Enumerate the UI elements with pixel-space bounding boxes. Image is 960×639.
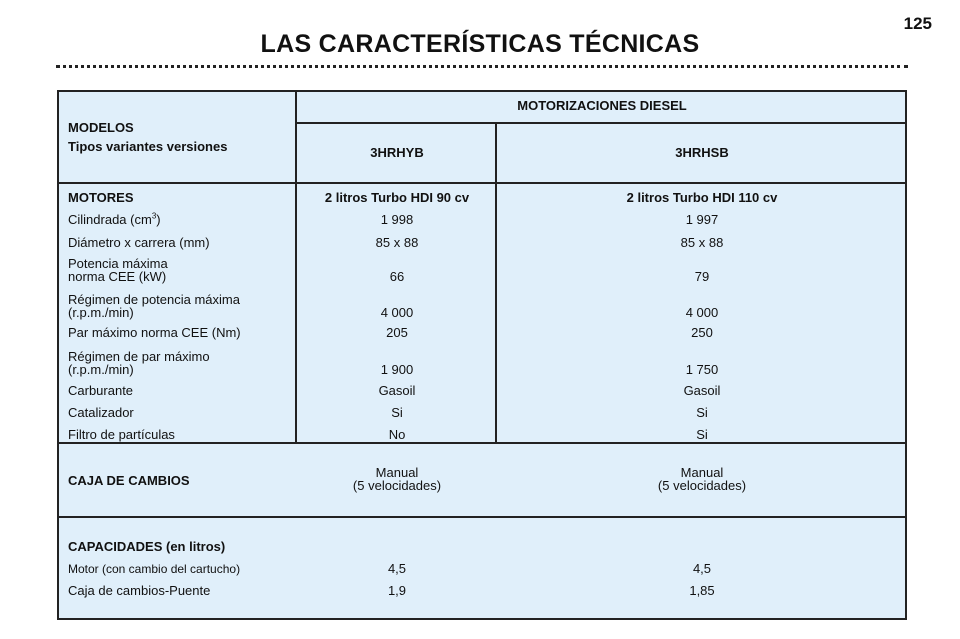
row-torque-rpm-label-line1: Régimen de par máximo (68, 349, 210, 364)
gearbox-col1-line1: Manual (375, 465, 419, 480)
engine-col2: 2 litros Turbo HDI 110 cv (626, 190, 778, 205)
header-variants-label: Tipos variantes versiones (68, 139, 228, 154)
gearbox-col1-line2: (5 velocidades) (352, 478, 442, 493)
section-rule-engines (59, 182, 907, 184)
capacities-section-label: CAPACIDADES (en litros) (68, 539, 226, 554)
row-gearbox-oil-label: Caja de cambios-Puente (68, 583, 211, 598)
row-engine-oil-col2: 4,5 (692, 561, 712, 576)
row-particle-filter-label: Filtro de partículas (68, 427, 175, 442)
row-bore-stroke-label: Diámetro x carrera (mm) (68, 235, 210, 250)
row-power-label-line2: norma CEE (kW) (68, 269, 167, 284)
row-particle-filter-col2: Si (696, 427, 708, 442)
row-gearbox-oil-col1: 1,9 (387, 583, 407, 598)
row-torque-col2: 250 (691, 325, 713, 340)
header-rule (295, 122, 907, 124)
row-displacement-col2: 1 997 (685, 212, 719, 227)
section-rule-capacities (59, 516, 907, 518)
row-torque-rpm-col1: 1 900 (380, 362, 414, 377)
row-power-rpm-col2: 4 000 (685, 305, 719, 320)
row-catalyst-label: Catalizador (68, 405, 134, 420)
row-catalyst-col1: Si (391, 405, 403, 420)
header-group-label: MOTORIZACIONES DIESEL (517, 98, 687, 113)
row-torque-rpm-col2: 1 750 (685, 362, 719, 377)
row-bore-stroke-col1: 85 x 88 (375, 235, 419, 250)
header-col2: 3HRHSB (675, 145, 729, 160)
row-torque-rpm-label-line2: (r.p.m./min) (68, 362, 134, 377)
gearbox-col2-line2: (5 velocidades) (657, 478, 747, 493)
row-power-col1: 66 (389, 269, 405, 284)
engines-section-label: MOTORES (68, 190, 134, 205)
row-power-rpm-col1: 4 000 (380, 305, 414, 320)
row-fuel-col1: Gasoil (378, 383, 416, 398)
row-power-rpm-label-line1: Régimen de potencia máxima (68, 292, 240, 307)
row-displacement-col1: 1 998 (380, 212, 414, 227)
row-displacement-label: Cilindrada $(cm^3)$ (68, 211, 161, 227)
row-engine-oil-label: Motor (con cambio del cartucho) (68, 562, 241, 576)
row-catalyst-col2: Si (696, 405, 708, 420)
engine-col1: 2 litros Turbo HDI 90 cv (324, 190, 470, 205)
gearbox-col2-line1: Manual (680, 465, 724, 480)
row-particle-filter-col1: No (388, 427, 406, 442)
header-col1: 3HRHYB (370, 145, 424, 160)
row-power-col2: 79 (694, 269, 710, 284)
row-bore-stroke-col2: 85 x 88 (680, 235, 724, 250)
row-torque-col1: 205 (386, 325, 408, 340)
row-power-label-line1: Potencia máxima (68, 256, 168, 271)
row-torque-label: Par máximo norma CEE (Nm) (68, 325, 241, 340)
section-rule-gearbox (59, 442, 907, 444)
spec-table (57, 90, 907, 620)
header-models-label: MODELOS (68, 120, 134, 135)
page-title: LAS CARACTERÍSTICAS TÉCNICAS (260, 30, 700, 58)
column-divider-left (295, 92, 297, 442)
gearbox-section-label: CAJA DE CAMBIOS (68, 473, 190, 488)
row-fuel-col2: Gasoil (683, 383, 721, 398)
row-engine-oil-col1: 4,5 (387, 561, 407, 576)
dotted-divider (56, 65, 908, 68)
row-fuel-label: Carburante (68, 383, 134, 398)
page-number: 125 (903, 14, 932, 33)
row-gearbox-oil-col2: 1,85 (689, 583, 715, 598)
row-power-rpm-label-line2: (r.p.m./min) (68, 305, 134, 320)
